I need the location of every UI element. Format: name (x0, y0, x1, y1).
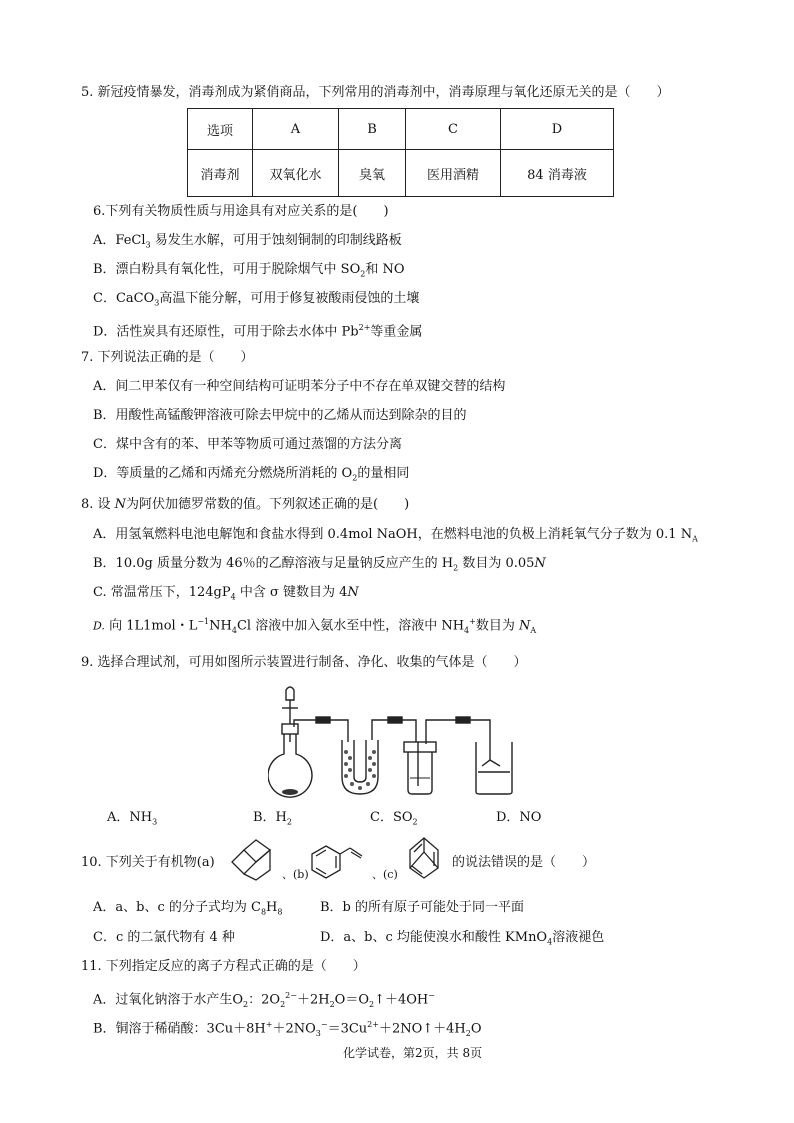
q7-option-d: D．等质量的乙烯和丙烯充分燃烧所消耗的 $O_2$的量相同 (93, 466, 410, 483)
u-tube-packing (344, 750, 376, 790)
table-row (188, 109, 614, 150)
q5-options-table (187, 108, 614, 197)
q7-stem: 7. 下列说法正确的是（ ） (81, 350, 254, 365)
q8-option-a: A．用氢氧燃料电池电解饱和食盐水得到 0.4mol NaOH，在燃料电池的负极上消耗氧气分子数为 0.1 $N_A$ (93, 527, 698, 544)
q10-stem-start: 10. 下列关于有机物(a) (81, 855, 215, 870)
q8-option-c: C. 常温常压下，$124gP_4$ 中含 σ 键数目为 4N (93, 585, 359, 602)
q10-option-c: C．c 的二氯代物有 4 种 (93, 930, 235, 945)
table-cell: 臭氧 (339, 150, 406, 197)
q10-stem-end: 的说法错误的是（ ） (452, 855, 596, 870)
q9-stem: 9. 选择合理试剂，可用如图所示装置进行制备、净化、收集的气体是（ ） (81, 655, 527, 670)
q6-option-a: A．FeCl$_3$ 易发生水解，可用于蚀刻铜制的印制线路板 (93, 233, 402, 250)
q8-option-b: B．10.0g 质量分数为 46％的乙醇溶液与足量钠反应产生的 $H_2$ 数目为 0.05N (93, 556, 546, 573)
q6-option-c: C．CaCO$_3$高温下能分解，可用于修复被酸雨侵蚀的土壤 (93, 291, 420, 308)
q10-option-b: B．b 的所有原子可能处于同一平面 (320, 900, 525, 915)
gas-apparatus-diagram (268, 682, 528, 802)
q11-stem: 11. 下列指定反应的离子方程式正确的是（ ） (81, 959, 366, 974)
molecule-a-icon (226, 836, 278, 886)
q10-label-c: 、(c) (372, 868, 398, 881)
funnel-bulb (286, 687, 294, 700)
inverted-funnel (482, 760, 500, 766)
gas-bottle (408, 752, 432, 794)
q8-stem: 8. 设 N为阿伏加德罗常数的值。下列叙述正确的是( ) (81, 497, 410, 512)
q9-option-d: D．NO (496, 810, 542, 825)
table-cell: 84 消毒液 (501, 150, 614, 197)
q7-option-a: A．间二甲苯仅有一种空间结构可证明苯分子中不存在单双键交替的结构 (93, 379, 506, 394)
table-cell: B (339, 109, 406, 150)
table-cell: A (253, 109, 339, 150)
q11-option-b: B．铜溶于稀硝酸：$3Cu+8H^++2NO_3^-=3Cu^{2+}+2NO↑+4H_2O$ (93, 1020, 482, 1038)
q6-option-d: D．活性炭具有还原性，可用于除去水体中 $Pb^{2+}$等重金属 (93, 323, 423, 340)
table-cell: 医用酒精 (406, 150, 501, 197)
q6-option-b: B．漂白粉具有氧化性，可用于脱除烟气中 $SO_2$和 NO (93, 262, 405, 279)
molecule-b-icon (306, 842, 366, 884)
q9-option-c: C．$SO_2$ (370, 810, 418, 827)
q11-option-a: A．过氧化钠溶于水产生$O_2$：$2O_2^{2-}+2H_2O=O_2↑+4OH^-$ (93, 991, 435, 1009)
table-cell: D (501, 109, 614, 150)
q7-option-c: C．煤中含有的苯、甲苯等物质可通过蒸馏的方法分离 (93, 437, 402, 452)
q10-option-d: D．a、b、c 均能使溴水和酸性 KMnO$_4$溶液褪色 (320, 930, 605, 947)
flask-stopper (282, 724, 298, 734)
table-cell: 双氧化水 (253, 150, 339, 197)
beaker (476, 742, 512, 794)
q10-label-b: 、(b) (282, 868, 309, 881)
round-flask (268, 734, 312, 797)
q9-option-a: A．$NH_3$ (107, 810, 158, 827)
q10-option-a: A．a、b、c 的分子式均为 $C_8H_8$ (93, 900, 283, 917)
q8-option-d: D. 向 1L1mol・$L^{-1}NH_4Cl$ 溶液中加入氨水至中性，溶液中 $NH_4^+$数目为 $N_A$ (93, 617, 537, 635)
q9-option-b: B．$H_2$ (253, 810, 292, 827)
table-cell: 消毒剂 (188, 150, 253, 197)
table-cell: C (406, 109, 501, 150)
delivery-tube-3 (426, 720, 490, 760)
u-tube-outer (342, 740, 378, 794)
table-row (188, 150, 614, 197)
q7-option-b: B．用酸性高锰酸钾溶液可除去甲烷中的乙烯从而达到除杂的目的 (93, 408, 467, 423)
molecule-c-icon (400, 832, 450, 884)
q6-stem: 6.下列有关物质性质与用途具有对应关系的是( ) (93, 204, 389, 219)
q5-stem: 5. 新冠疫情暴发，消毒剂成为紧俏商品，下列常用的消毒剂中，消毒原理与氧化还原无关的是（ ） (81, 85, 670, 100)
page-footer: 化学试卷，第2页，共 8页 (343, 1046, 483, 1060)
flask-solid (282, 789, 298, 795)
table-cell: 选项 (188, 109, 253, 150)
